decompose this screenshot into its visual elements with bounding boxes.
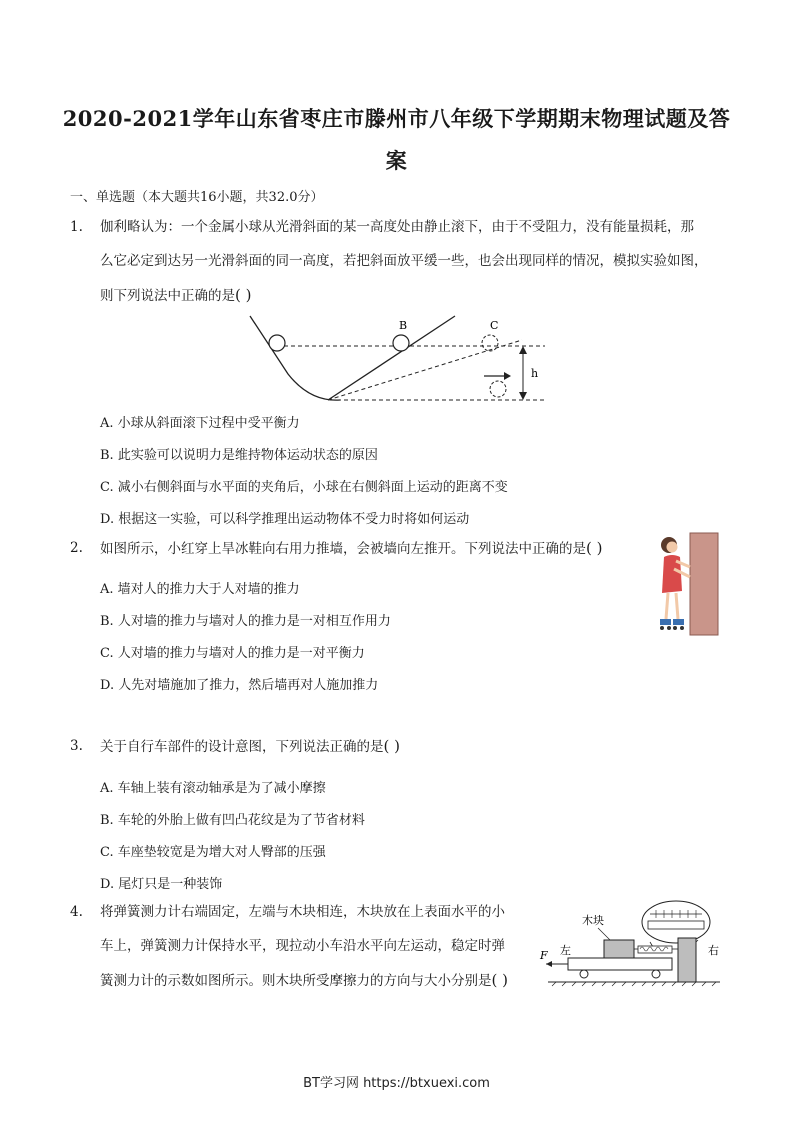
- answer-paren: ( ): [235, 286, 252, 304]
- girl-pushing-wall-figure: [652, 531, 720, 637]
- spring-scale-cart-figure: [538, 896, 724, 990]
- stem-line: 伽利略认为：一个金属小球从光滑斜面的某一高度处由静止滚下，由于不受阻力，没有能量损耗，那: [100, 219, 694, 235]
- stem-text: 簧测力计的示数如图所示。则木块所受摩擦力的方向与大小分别是: [100, 973, 492, 989]
- option-c[interactable]: C. 减小右侧斜面与水平面的夹角后，小球在右侧斜面上运动的距离不变: [100, 480, 508, 495]
- stem-line: 车上，弹簧测力计保持水平，现拉动小车沿水平向左运动，稳定时弹: [100, 938, 505, 954]
- question-number: 1.: [70, 219, 83, 235]
- question-stem: [100, 210, 740, 313]
- label-h: h: [531, 367, 539, 380]
- option-d[interactable]: D. 根据这一实验，可以科学推理出运动物体不受力时将如何运动: [100, 512, 470, 527]
- footer-watermark: BT学习网 https://btxuexi.com: [303, 1076, 490, 1091]
- option-a[interactable]: A. 车轴上装有滚动轴承是为了减小摩擦: [100, 781, 326, 796]
- option-b[interactable]: B. 人对墙的推力与墙对人的推力是一对相互作用力: [100, 614, 391, 629]
- stem-text: 则下列说法中正确的是: [100, 288, 235, 304]
- answer-paren: ( ): [383, 737, 400, 755]
- incline-experiment-figure: [240, 312, 560, 407]
- section-header: 一、单选题（本大题共16小题，共32.0分）: [70, 190, 324, 205]
- ball-c: [482, 335, 498, 351]
- question-number: 3.: [70, 738, 83, 754]
- option-a[interactable]: A. 墙对人的推力大于人对墙的推力: [100, 582, 300, 597]
- question-number: 2.: [70, 540, 83, 556]
- label-right: 右: [708, 944, 719, 957]
- option-a[interactable]: A. 小球从斜面滚下过程中受平衡力: [100, 416, 300, 431]
- option-d[interactable]: D. 人先对墙施加了推力，然后墙再对人施加推力: [100, 678, 379, 693]
- question-stem: [100, 531, 660, 566]
- stem-line: 将弹簧测力计右端固定，左端与木块相连，木块放在上表面水平的小: [100, 904, 505, 920]
- question-stem: [100, 729, 660, 764]
- question-number: 4.: [70, 904, 83, 920]
- label-force: F: [540, 949, 548, 962]
- label-b: B: [399, 319, 408, 332]
- stem-line: [100, 729, 660, 764]
- label-c: C: [490, 319, 499, 332]
- ball-start: [269, 335, 285, 351]
- stem-line: 么它必定到达另一光滑斜面的同一高度，若把斜面放平缓一些，也会出现同样的情况，模拟实验如图，: [100, 253, 708, 269]
- page-title: [60, 98, 733, 182]
- label-block: 木块: [582, 914, 604, 927]
- answer-paren: ( ): [586, 539, 603, 557]
- stem-line: [100, 963, 540, 998]
- option-b[interactable]: B. 此实验可以说明力是维持物体运动状态的原因: [100, 448, 378, 463]
- option-d[interactable]: D. 尾灯只是一种装饰: [100, 877, 223, 892]
- question-stem: [100, 895, 540, 998]
- ball-b: [393, 335, 409, 351]
- ball-rolling: [490, 381, 506, 397]
- option-c[interactable]: C. 人对墙的推力与墙对人的推力是一对平衡力: [100, 646, 365, 661]
- option-c[interactable]: C. 车座垫较宽是为增大对人臀部的压强: [100, 845, 326, 860]
- stem-line: [100, 531, 660, 566]
- stem-line: [100, 278, 740, 313]
- title-line-1: 2020-2021学年山东省枣庄市滕州市八年级下学期期末物理试题及答: [62, 106, 731, 131]
- label-left: 左: [560, 944, 571, 957]
- answer-paren: ( ): [491, 971, 508, 989]
- option-b[interactable]: B. 车轮的外胎上做有凹凸花纹是为了节省材料: [100, 813, 365, 828]
- stem-text: 关于自行车部件的设计意图，下列说法正确的是: [100, 739, 384, 755]
- stem-text: 如图所示，小红穿上旱冰鞋向右用力推墙，会被墙向左推开。下列说法中正确的是: [100, 541, 586, 557]
- title-line-2: 案: [385, 148, 408, 173]
